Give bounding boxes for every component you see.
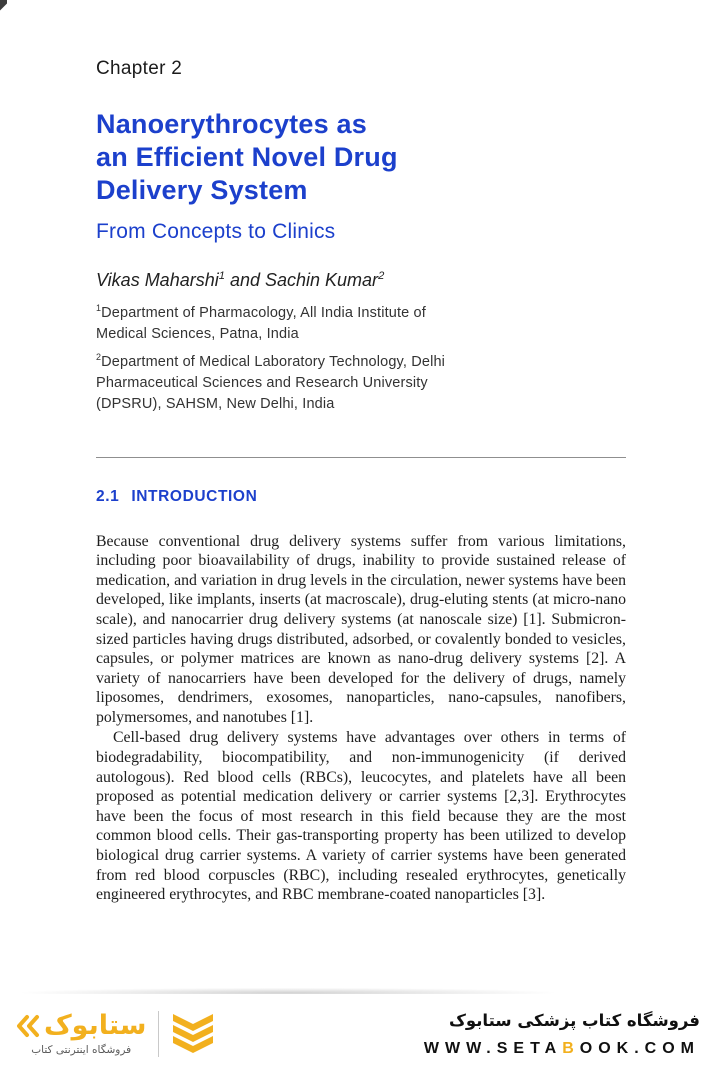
website-prefix: WWW.SETA <box>423 1039 563 1057</box>
scan-corner-artifact <box>0 0 7 13</box>
affiliation-1-text: Department of Pharmacology, All India Institute of Medical Sciences, Patna, India <box>96 304 426 342</box>
affiliation-2-text: Department of Medical Laboratory Technology, Delhi Pharmaceutical Sciences and Research University (DPSRU), SAHSM, New Delhi, India <box>96 353 446 412</box>
author-name-1: Vikas Maharshi <box>96 269 219 290</box>
chapter-title <box>96 108 626 208</box>
logo-wordmark: ستابوک <box>44 1010 147 1041</box>
footer-banner <box>0 994 720 1080</box>
section-number: 2.1 <box>96 487 120 505</box>
affiliations-block <box>96 303 626 415</box>
title-line-2: an Efficient Novel Drug <box>96 142 398 173</box>
website-suffix: OOK.COM <box>579 1039 700 1057</box>
affiliation-2-marker: 2 <box>96 351 102 362</box>
double-chevron-left-icon <box>16 1014 40 1038</box>
store-title: فروشگاه کتاب پزشکی ستابوک <box>449 1010 700 1030</box>
logo-row <box>16 1012 146 1039</box>
logo-text-column <box>16 1012 146 1056</box>
logo-tagline: فروشگاه اینترنتی کتاب <box>31 1044 132 1056</box>
title-line-1: Nanoerythrocytes as <box>96 109 367 139</box>
author-name-2: Sachin Kumar <box>265 269 379 290</box>
chapter-label: Chapter 2 <box>96 58 183 79</box>
footer-store-info <box>424 1011 700 1058</box>
section-title: INTRODUCTION <box>131 487 258 505</box>
logo-divider <box>158 1011 159 1057</box>
setabook-logo <box>16 1011 215 1057</box>
section-heading <box>96 488 626 506</box>
authors-line <box>96 270 626 291</box>
website-url <box>424 1040 700 1058</box>
author-2-affiliation-ref: 2 <box>378 269 385 282</box>
affiliation-1 <box>96 303 466 345</box>
chapter-subtitle: From Concepts to Clinics <box>96 219 336 243</box>
title-line-3: Delivery System <box>96 175 308 206</box>
affiliation-2 <box>96 352 466 415</box>
stacked-chevrons-emblem-icon <box>171 1013 215 1055</box>
authors-connector: and <box>224 269 265 290</box>
author-1-affiliation-ref: 1 <box>218 269 225 282</box>
website-highlight-letter: B <box>562 1039 580 1057</box>
affiliation-1-marker: 1 <box>96 302 102 313</box>
body-paragraph-1: Because conventional drug delivery systems suffer from various limitations, including poor bioavailability of drugs, inability to provide sustained release of medication, and variation in drug levels in the circulation, newer systems have been developed, like implants, inserts (at macroscale), drug-eluting stents (at micro-nano scale), and nanocarrier drug delivery systems (at nanoscale size) [1]. Submicron-sized particles having drugs distributed, adsorbed, or covalently bonded to vesicles, capsules, or polymer matrices are known as nano-drug delivery systems [2]. A variety of nanocarriers have been developed for the delivery of drugs, namely liposomes, dendrimers, exosomes, nanoparticles, nano-capsules, nanofibers, polymersomes, and nanotubes [1]. <box>96 532 626 726</box>
page-content <box>96 58 626 905</box>
section-divider <box>96 457 626 458</box>
body-paragraph-2: Cell-based drug delivery systems have advantages over others in terms of biodegradability, biocompatibility, and non-immunogenicity (if derived autologous). Red blood cells (RBCs), leucocytes, and platelets have all been proposed as potential medication delivery or carrier systems [2,3]. Erythrocytes have been the focus of most research in this field because they are the most common blood cells. Their gas-transporting property has been utilized to develop biological drug carrier systems. A variety of carrier systems have been generated from red blood corpuscles (RBC), including resealed erythrocytes, genetically engineered erythrocytes, and RBC membrane-coated nanoparticles [3]. <box>96 729 626 904</box>
